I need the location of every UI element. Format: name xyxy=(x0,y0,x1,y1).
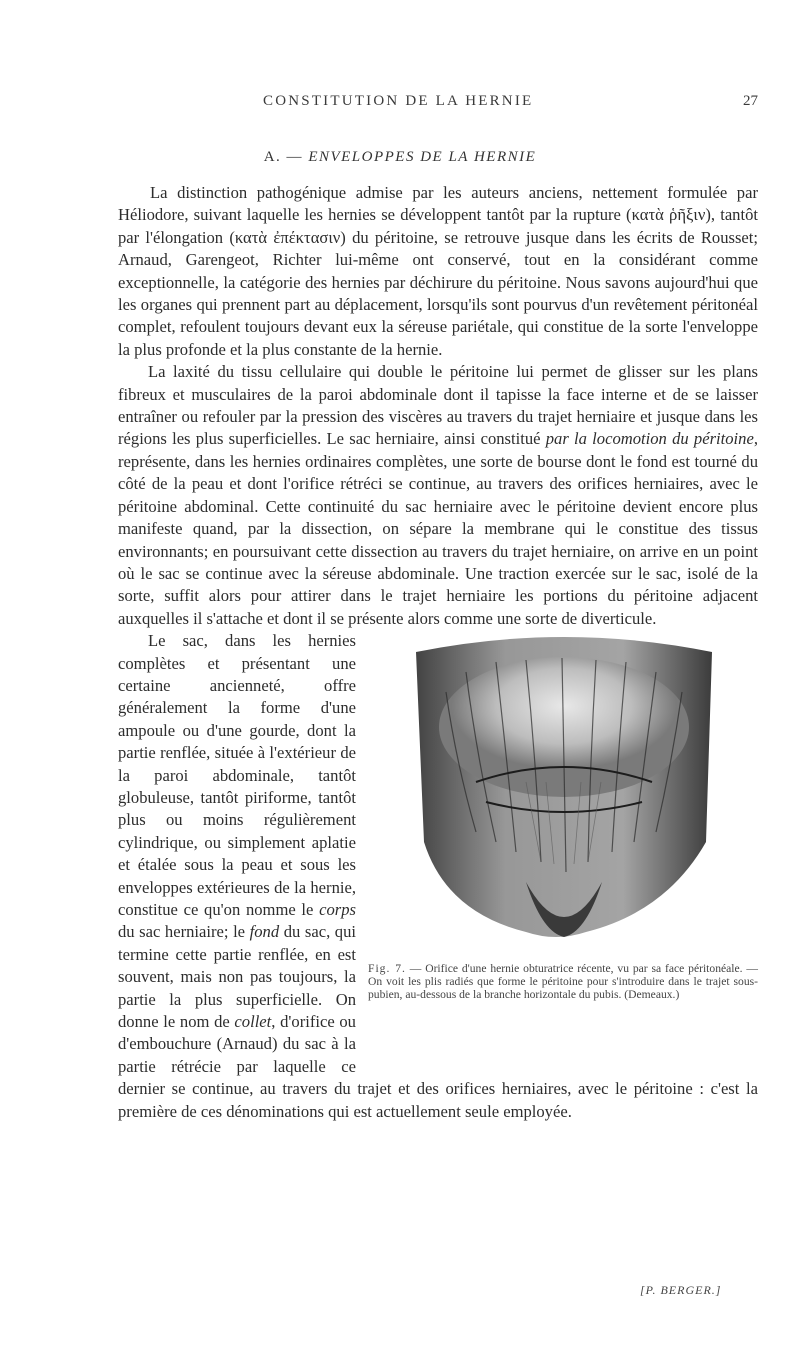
printer-mark: [P. BERGER.] xyxy=(640,1283,722,1297)
paragraph-2-italic: par la locomotion du péritoine xyxy=(545,429,754,449)
paragraph-3-text-a: Le sac, dans les hernies complètes et présentant une certaine ancienneté, offre généralement la forme d'une ampoule ou d'une gourde, dont la partie renflée, située à l'extérieur de la paroi abdominale, tantôt globuleuse, tantôt piriforme, tantôt plus ou moins régulièrement cylindrique, ou simplement aplatie et étalée sous la peau et sous les enveloppes extérieures de la hernie, constitue ce qu'on nomme le xyxy=(118,631,356,919)
figure-caption xyxy=(368,962,758,1001)
term-collet: collet xyxy=(234,1012,272,1032)
section-title: ENVELOPPES DE LA HERNIE xyxy=(308,149,537,165)
paragraph-2 xyxy=(118,361,758,630)
paragraph-3-text-c: du sac, qui termine cette partie renflée, en est souvent, mais non pas toujours, la partie la plus superficielle. On donne le nom de xyxy=(118,922,356,1032)
term-corps: corps xyxy=(319,900,356,919)
figure-7 xyxy=(368,632,758,1052)
section-heading xyxy=(0,149,800,166)
running-head xyxy=(118,93,758,117)
figure-label: Fig. 7. xyxy=(368,962,406,976)
paragraph-2-text-a: La laxité du tissu cellulaire qui double le péritoine lui permet de glisser sur les plans fibreux et musculaires de la paroi abdominale dont il tapisse la face interne et de se laisser entraîner ou refouler par la pression des viscères au travers du trajet herniaire et jusque dans les régions les plus superficielles. Le sac herniaire, ainsi constitué xyxy=(118,362,758,449)
paragraph-2-text-b: , représente, dans les hernies ordinaires complètes, une sorte de bourse dont le fond est tourné du côté de la peau et dont l'orifice rétréci se continue, au travers des orifices herniaires, avec le péritoine abdominal. Cette continuité du sac herniaire avec le péritoine devient encore plus manifeste quand, par la dissection, on sépare la membrane qui le constitue des tissus environnants; en poursuivant cette dissection au travers du trajet herniaire, on arrive en un point où le sac se continue avec la séreuse abdominale. Une traction exercée sur le sac, isolé de la sorte, suffit alors pour attirer dans le trajet herniaire les portions du péritoine adjacent auxquelles il s'attache et dont il se présente alors comme une sorte de diverticule. xyxy=(118,429,758,628)
hernia-illustration xyxy=(376,632,752,954)
body-text xyxy=(118,182,758,1123)
paragraph-3-text-b: du sac herniaire; le xyxy=(118,922,250,942)
paragraph-1: La distinction pathogénique admise par les auteurs anciens, nettement formulée par Héliodore, suivant laquelle les hernies se développent tantôt par la rupture (κατὰ ῥῆξιν), tantôt par l'élongation (κατὰ ἐπέκτασιν) du péritoine, se retrouve jusque dans les écrits de Rousset; Arnaud, Garengeot, Richter lui-même ont conservé, tout en la considérant comme exceptionnelle, la catégorie des hernies par déchirure du péritoine. Nous savons aujourd'hui que les organes qui prennent part au déplacement, lorsqu'ils sont pourvus d'un revêtement péritonéal complet, refoulent toujours devant eux la séreuse pariétale, qui constitue de la sorte l'enveloppe la plus profonde et la plus constante de la hernie. xyxy=(118,183,758,359)
paragraph-3-text-d: , d'orifice ou d'embouchure (Arnaud) du sac à la partie rétrécie par laquelle ce dernier se continue, au travers du trajet et des orifices herniaires, avec le péritoine : c'est la première de ces dénominations qui est actuellement seule employée. xyxy=(118,1012,758,1121)
page-number: 27 xyxy=(743,93,758,109)
section-prefix: A. — xyxy=(263,149,309,165)
figure-caption-text: — Orifice d'une hernie obturatrice récente, vu par sa face péritonéale. — On voit les plis radiés que forme le péritoine pour s'introduire dans le trajet sous-pubien, au-dessous de la branche horizontale du pubis. (Demeaux.) xyxy=(368,962,758,1002)
running-title: CONSTITUTION DE LA HERNIE xyxy=(263,93,534,109)
term-fond: fond xyxy=(249,922,280,942)
